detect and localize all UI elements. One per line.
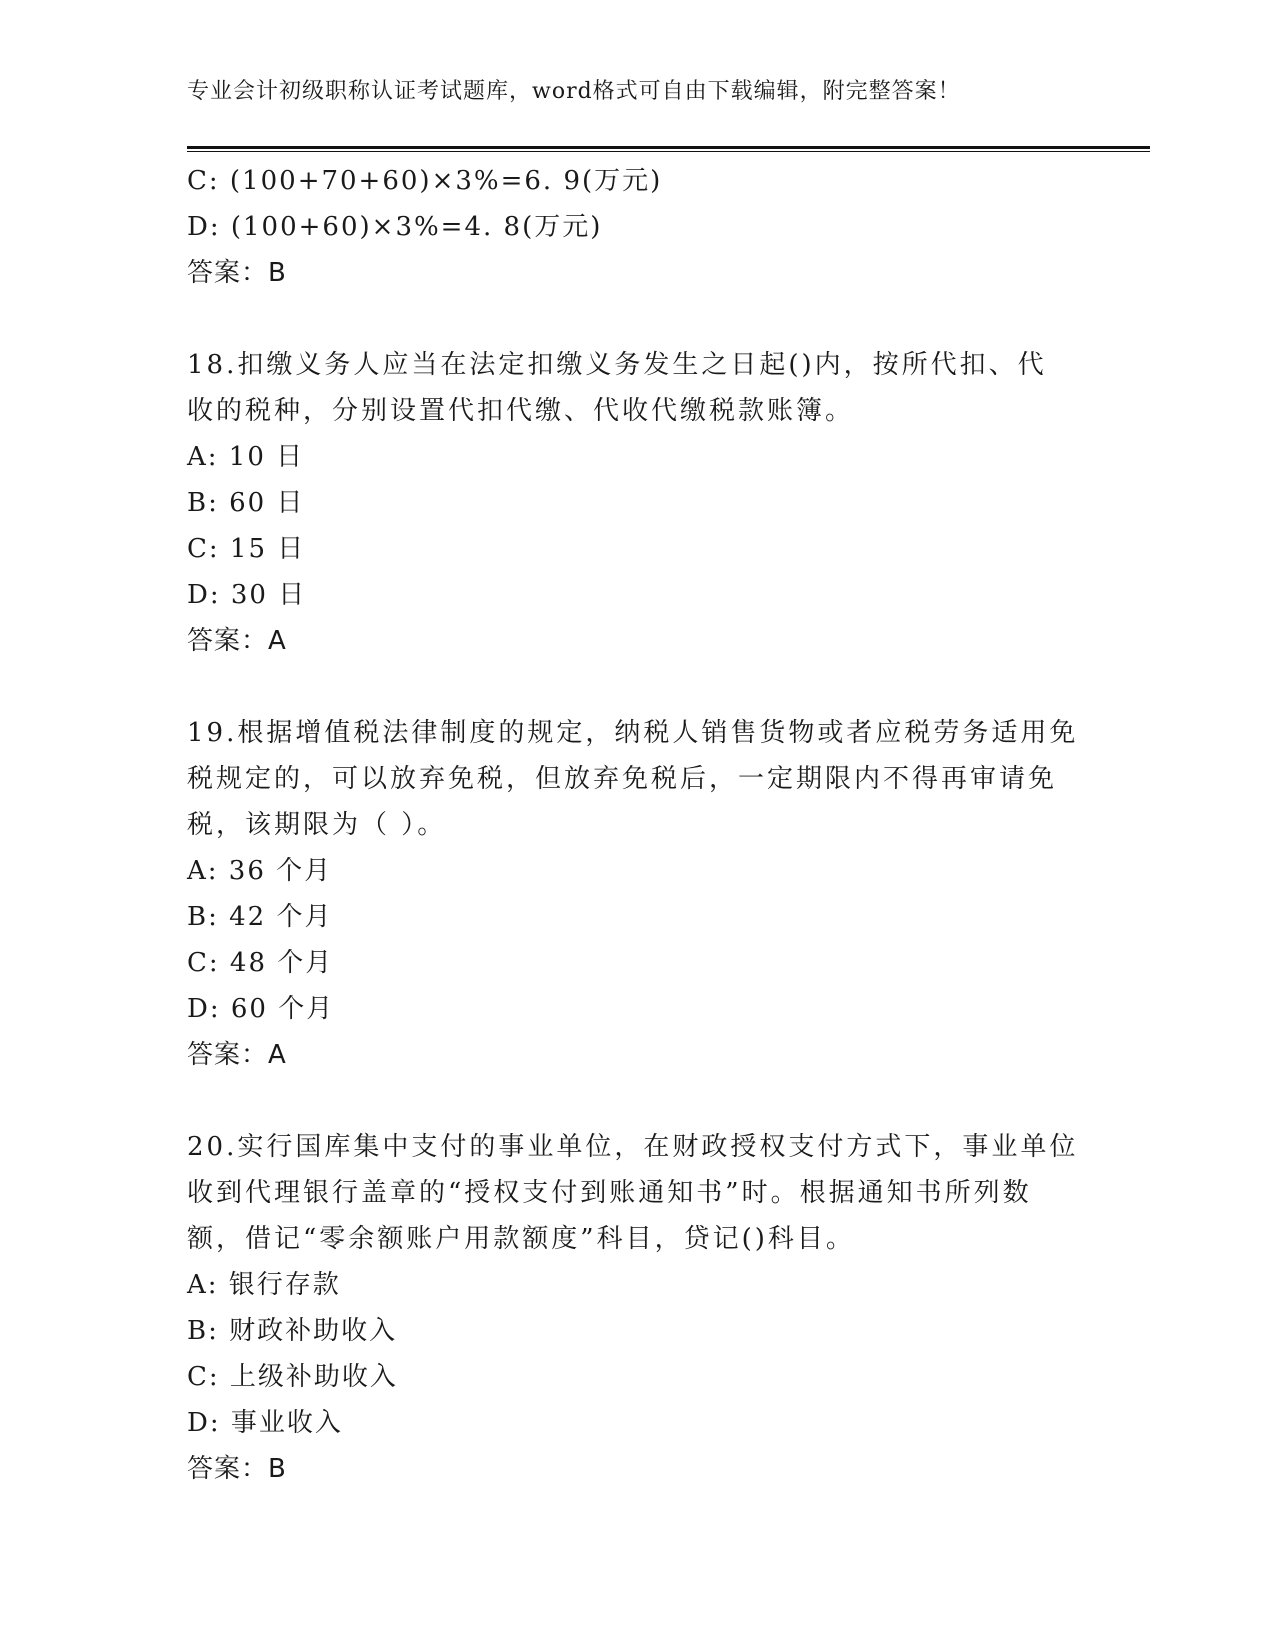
question-line: 收到代理银行盖章的“授权支付到账通知书”时。根据通知书所列数: [187, 1178, 1032, 1208]
question-text: [187, 342, 1087, 434]
option-d: D: (100+60)×3%=4. 8(万元): [187, 212, 603, 242]
option-a: A: 银行存款: [187, 1270, 341, 1300]
question-line: 19.根据增值税法律制度的规定，纳税人销售货物或者应税劳务适用免: [187, 718, 1079, 748]
option-a: A: 36 个月: [187, 856, 333, 886]
question-text: [187, 1124, 1087, 1262]
question-text: [187, 710, 1087, 848]
question-20: [187, 1124, 1087, 1492]
page-header: 专业会计初级职称认证考试题库，word格式可自由下载编辑，附完整答案！: [187, 79, 961, 104]
question-line: 额，借记“零余额账户用款额度”科目，贷记()科目。: [187, 1224, 855, 1254]
option-b: B: 42 个月: [187, 902, 333, 932]
option-b: B: 财政补助收入: [187, 1316, 398, 1346]
question-19: [187, 710, 1087, 1078]
question-line: 税，该期限为（ ）。: [187, 810, 447, 840]
answer-line: 答案：A: [187, 626, 287, 656]
header-divider: [187, 146, 1150, 152]
option-c: C: 15 日: [187, 534, 306, 564]
answer-line: 答案：B: [187, 1454, 287, 1484]
option-c: C: 48 个月: [187, 948, 334, 978]
question-line: 税规定的，可以放弃免税，但放弃免税后，一定期限内不得再审请免: [187, 764, 1058, 794]
continuation-block: [187, 158, 1087, 296]
question-line: 20.实行国库集中支付的事业单位，在财政授权支付方式下，事业单位: [187, 1132, 1079, 1162]
option-d: D: 事业收入: [187, 1408, 343, 1438]
question-line: 收的税种，分别设置代扣代缴、代收代缴税款账簿。: [187, 396, 855, 426]
option-a: A: 10 日: [187, 442, 305, 472]
option-d: D: 60 个月: [187, 994, 335, 1024]
option-c: C: 上级补助收入: [187, 1362, 398, 1392]
document-body: [187, 158, 1087, 1492]
option-c: C: (100+70+60)×3%=6. 9(万元): [187, 166, 663, 196]
question-18: [187, 342, 1087, 664]
answer-line: 答案：B: [187, 258, 287, 288]
answer-line: 答案：A: [187, 1040, 287, 1070]
question-line: 18.扣缴义务人应当在法定扣缴义务发生之日起()内，按所代扣、代: [187, 350, 1047, 380]
option-b: B: 60 日: [187, 488, 305, 518]
option-d: D: 30 日: [187, 580, 307, 610]
